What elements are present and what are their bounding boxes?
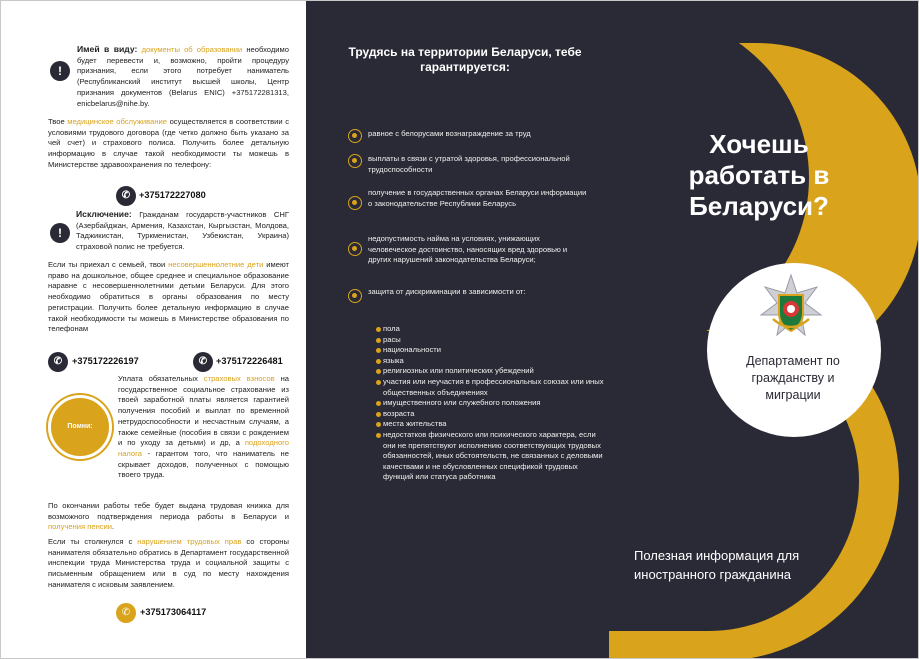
income-tax-link[interactable]: подоходного налога (118, 438, 289, 458)
exception-note: Исключение: Гражданам государств-участников СНГ (Азербайджан, Армения, Казахстан, Кыргызстан, Молдова, Таджикистан, Туркменистан, Узбекистан, Украина) страховой полис не требуется. (76, 209, 289, 252)
phone-health[interactable]: +375172227080 (139, 190, 206, 200)
cover-title: Хочешь работать в Беларуси? (688, 129, 830, 221)
emblem-icon (759, 273, 823, 343)
bullet-icon (348, 129, 362, 143)
cover-panel (609, 1, 919, 659)
list-item: пола (376, 324, 606, 335)
middle-panel (306, 1, 609, 659)
exclamation-icon: ! (50, 61, 70, 81)
documents-note: Имей в виду: документы об образовании необходимо будет перевести и, возможно, пройти процедуру признания, если этого потребует наниматель (Республиканский институт высшей школы, Центр признания документов (Belarus ENIC) +375172281313, enicbelarus@nihe.by. (77, 44, 289, 108)
guarantee-item: недопустимость найма на условиях, унижающих человеческое достоинство, наносящих вред здоровью и других нарушений законодательства Беларуси; (348, 234, 588, 266)
list-item: расы (376, 335, 606, 346)
list-item: недостатков физического или психического характера, если они не препятствуют исполнению соответствующих трудовых обязанностей, иных обстоятельств, не связанных с деловыми качествами и не обусловленных спецификой трудовых функций или статуса работника (376, 430, 606, 483)
medical-paragraph: Твое медицинское обслуживание осуществляется в соответствии с условиями трудового договора (где четко должно быть указано за чей счет) и страхового полиса. Получить более детальную информацию в случае такой необходимости ты можешь в Министерстве здравоохранения по телефону: (48, 117, 289, 169)
bullet-icon (348, 289, 362, 303)
bullet-icon (348, 242, 362, 256)
labor-rights-paragraph: Если ты столкнулся с нарушением трудовых прав со стороны нанимателя обязательно обратись в Департамент государственной инспекции труда Министерства труда и социальной защиты с письменным обращением или в суд по месту нахождения нанимателя с исковым заявлением. (48, 537, 289, 589)
list-item: национальности (376, 345, 606, 356)
guarantee-item: получение в государственных органах Беларуси информации о законодательстве Республики Беларусь (348, 188, 588, 209)
children-paragraph: Если ты приехал с семьей, твои несовершеннолетние дети имеют право на дошкольное, общее среднее и специальное образование наравне с несовершеннолетними детьми Беларуси. Для этого необходимо обратиться в органы образования по месту регистрации. Получить более детальную информацию в случае такой необходимости ты можешь в Министерстве образования по телефонам (48, 260, 289, 334)
insurance-paragraph: Уплата обязательных страховых взносов на государственное социальное страхование из твоей заработной платы является гарантией получения пособий и выплат по временной нетрудоспособности и несчастным случаям, а также семейные (пособия в связи с рождением и по уходу за детьми) и др, а подоходного налога - гарантом того, что наниматель не скрывает доходов, полученных с помощью твоего труда. (118, 374, 289, 480)
list-item: языка (376, 356, 606, 367)
documents-link[interactable]: документы об образовании (141, 45, 243, 54)
children-link[interactable]: несовершеннолетние дети (168, 260, 264, 269)
phone-icon: ✆ (48, 352, 68, 372)
left-panel (1, 1, 306, 659)
list-item: участия или неучастия в профессиональных союзах или иных общественных объединениях (376, 377, 606, 398)
bullet-icon (348, 154, 362, 168)
list-item: религиозных или политических убеждений (376, 366, 606, 377)
guarantees-title: Трудясь на территории Беларуси, тебе гарантируется: (348, 45, 582, 74)
list-item: имущественного или служебного положения (376, 398, 606, 409)
list-item: места жительства (376, 419, 606, 430)
phone-icon: ✆ (193, 352, 213, 372)
remember-badge: Помни: (48, 395, 112, 459)
medical-link[interactable]: медицинское обслуживание (67, 117, 167, 126)
exclamation-icon: ! (50, 223, 70, 243)
useful-info-caption: Полезная информация для иностранного гражданина (634, 548, 800, 582)
phone-icon: ✆ (116, 186, 136, 206)
phone-labor[interactable]: +375173064117 (140, 607, 207, 617)
insurance-link[interactable]: страховых взносов (203, 374, 275, 383)
pension-paragraph: По окончании работы тебе будет выдана трудовая книжка для возможного подтверждения периода работы в Беларуси и получения пенсии. (48, 501, 289, 532)
phone-education-1[interactable]: +375172226197 (72, 356, 139, 366)
department-name: Департамент по гражданству и миграции (746, 354, 840, 402)
labor-rights-link[interactable]: нарушением трудовых прав (137, 537, 242, 546)
phone-education-2[interactable]: +375172226481 (216, 356, 283, 366)
discrimination-list (376, 324, 606, 483)
bullet-icon (348, 196, 362, 210)
guarantee-item: выплаты в связи с утратой здоровья, профессиональной трудоспособности (348, 154, 588, 175)
guarantee-item: защита от дискриминации в зависимости от: (348, 287, 548, 298)
guarantee-item: равное с белорусами вознаграждение за труд (348, 129, 588, 140)
pension-link[interactable]: получения пенсии (48, 522, 113, 532)
phone-icon: ✆ (116, 603, 136, 623)
list-item: возраста (376, 409, 606, 420)
